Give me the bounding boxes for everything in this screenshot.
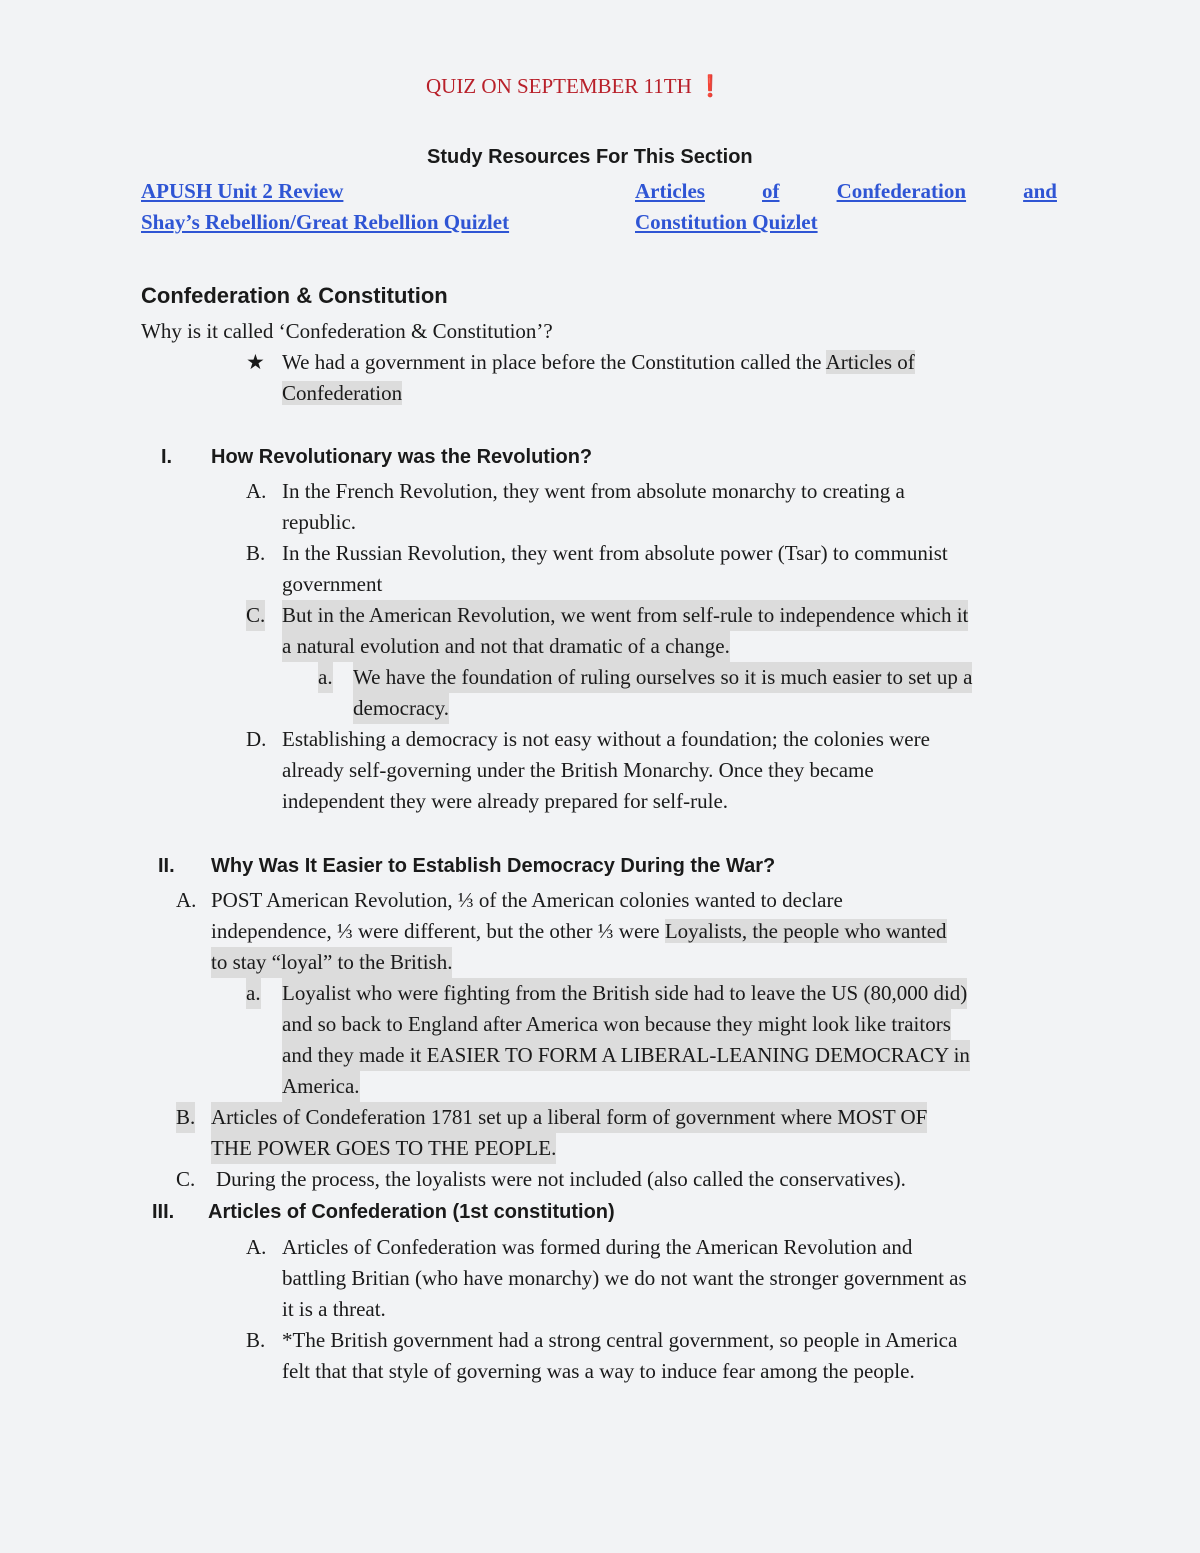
list-label: A. bbox=[246, 479, 267, 503]
list-item-text: In the Russian Revolution, they went from absolute power (Tsar) to communist bbox=[282, 541, 948, 565]
section-2-numeral: II. bbox=[158, 855, 175, 877]
list-label: A. bbox=[246, 1235, 267, 1259]
shays-rebellion-quizlet-link[interactable]: Shay’s Rebellion/Great Rebellion Quizlet bbox=[141, 210, 510, 234]
section-2-heading: Why Was It Easier to Establish Democracy During the War? bbox=[211, 855, 776, 877]
intro-question: Why is it called ‘Confederation & Constitution’? bbox=[141, 319, 553, 343]
plain-text: independence, ⅓ were different, but the other ⅓ were bbox=[211, 919, 665, 943]
section-heading-confederation: Confederation & Constitution bbox=[141, 283, 448, 308]
highlighted-text: Loyalists, the people who wanted bbox=[664, 919, 947, 943]
list-item-text: *The British government had a strong central government, so people in America bbox=[282, 1328, 958, 1352]
list-item-text: and they made it EASIER TO FORM A LIBERAL-LEANING DEMOCRACY in bbox=[282, 1040, 970, 1071]
list-label: a. bbox=[318, 662, 333, 693]
bullet-line bbox=[282, 347, 915, 378]
list-item-text: felt that that style of governing was a way to induce fear among the people. bbox=[282, 1359, 915, 1383]
bullet-line bbox=[282, 378, 402, 409]
list-label: C. bbox=[176, 1167, 196, 1191]
list-item-text: Establishing a democracy is not easy without a foundation; the colonies were bbox=[282, 727, 930, 751]
highlighted-text: Articles of bbox=[825, 350, 915, 374]
list-item-text: independent they were already prepared for self-rule. bbox=[282, 789, 729, 813]
quiz-title bbox=[426, 71, 723, 102]
list-item-text: it is a threat. bbox=[282, 1297, 386, 1321]
link-word[interactable]: Confederation bbox=[836, 179, 967, 203]
apush-unit-2-review-link[interactable]: APUSH Unit 2 Review bbox=[141, 179, 344, 203]
resources-heading: Study Resources For This Section bbox=[427, 146, 753, 168]
section-1-numeral: I. bbox=[161, 446, 173, 468]
section-1-heading: How Revolutionary was the Revolution? bbox=[211, 446, 593, 468]
list-item-text: and so back to England after America won because they might look like traitors bbox=[282, 1009, 951, 1040]
list-label: B. bbox=[246, 1328, 266, 1352]
list-label: B. bbox=[246, 541, 266, 565]
list-item-text: During the process, the loyalists were not included (also called the conservatives). bbox=[216, 1167, 906, 1191]
list-item-text bbox=[211, 916, 947, 947]
list-item-text: government bbox=[282, 572, 383, 596]
highlighted-text: Confederation bbox=[282, 381, 403, 405]
exclamation-icon: ❗ bbox=[697, 74, 724, 98]
confederation-constitution-quizlet-link[interactable] bbox=[635, 176, 1057, 207]
list-item-text: POST American Revolution, ⅓ of the American colonies wanted to declare bbox=[211, 888, 843, 912]
list-item-text: already self-governing under the British Monarchy. Once they became bbox=[282, 758, 874, 782]
list-label: C. bbox=[246, 600, 265, 631]
list-item-text: Articles of Confederation was formed during the American Revolution and bbox=[282, 1235, 913, 1259]
list-label: D. bbox=[246, 727, 267, 751]
list-item-text: to stay “loyal” to the British. bbox=[211, 947, 452, 978]
quiz-title-text: QUIZ ON SEPTEMBER 11TH bbox=[426, 74, 692, 98]
constitution-quizlet-link[interactable]: Constitution Quizlet bbox=[635, 210, 818, 234]
list-item-text: But in the American Revolution, we went from self-rule to independence which it bbox=[282, 600, 968, 631]
list-item-text: battling Britian (who have monarchy) we do not want the stronger government as bbox=[282, 1266, 967, 1290]
list-label: B. bbox=[176, 1102, 195, 1133]
link-word[interactable]: of bbox=[762, 179, 780, 203]
list-item-text: In the French Revolution, they went from absolute monarchy to creating a bbox=[282, 479, 905, 503]
list-item-text: democracy. bbox=[353, 693, 449, 724]
list-label: A. bbox=[176, 888, 197, 912]
list-item-text: Articles of Condeferation 1781 set up a liberal form of government where MOST OF bbox=[211, 1102, 927, 1133]
list-item-text: America. bbox=[282, 1071, 360, 1102]
list-item-text: a natural evolution and not that dramatic of a change. bbox=[282, 631, 730, 662]
section-3-numeral: III. bbox=[152, 1201, 175, 1223]
star-icon: ★ bbox=[246, 350, 265, 374]
bullet-text: We had a government in place before the Constitution called the bbox=[282, 350, 826, 374]
list-item-text: Loyalist who were fighting from the British side had to leave the US (80,000 did) bbox=[282, 978, 967, 1009]
list-item-text: THE POWER GOES TO THE PEOPLE. bbox=[211, 1133, 556, 1164]
link-word[interactable]: and bbox=[1023, 179, 1057, 203]
list-label: a. bbox=[246, 978, 261, 1009]
list-item-text: We have the foundation of ruling ourselves so it is much easier to set up a bbox=[353, 662, 972, 693]
section-3-heading: Articles of Confederation (1st constitution) bbox=[208, 1201, 615, 1223]
list-item-text: republic. bbox=[282, 510, 357, 534]
link-word[interactable]: Articles bbox=[635, 179, 705, 203]
